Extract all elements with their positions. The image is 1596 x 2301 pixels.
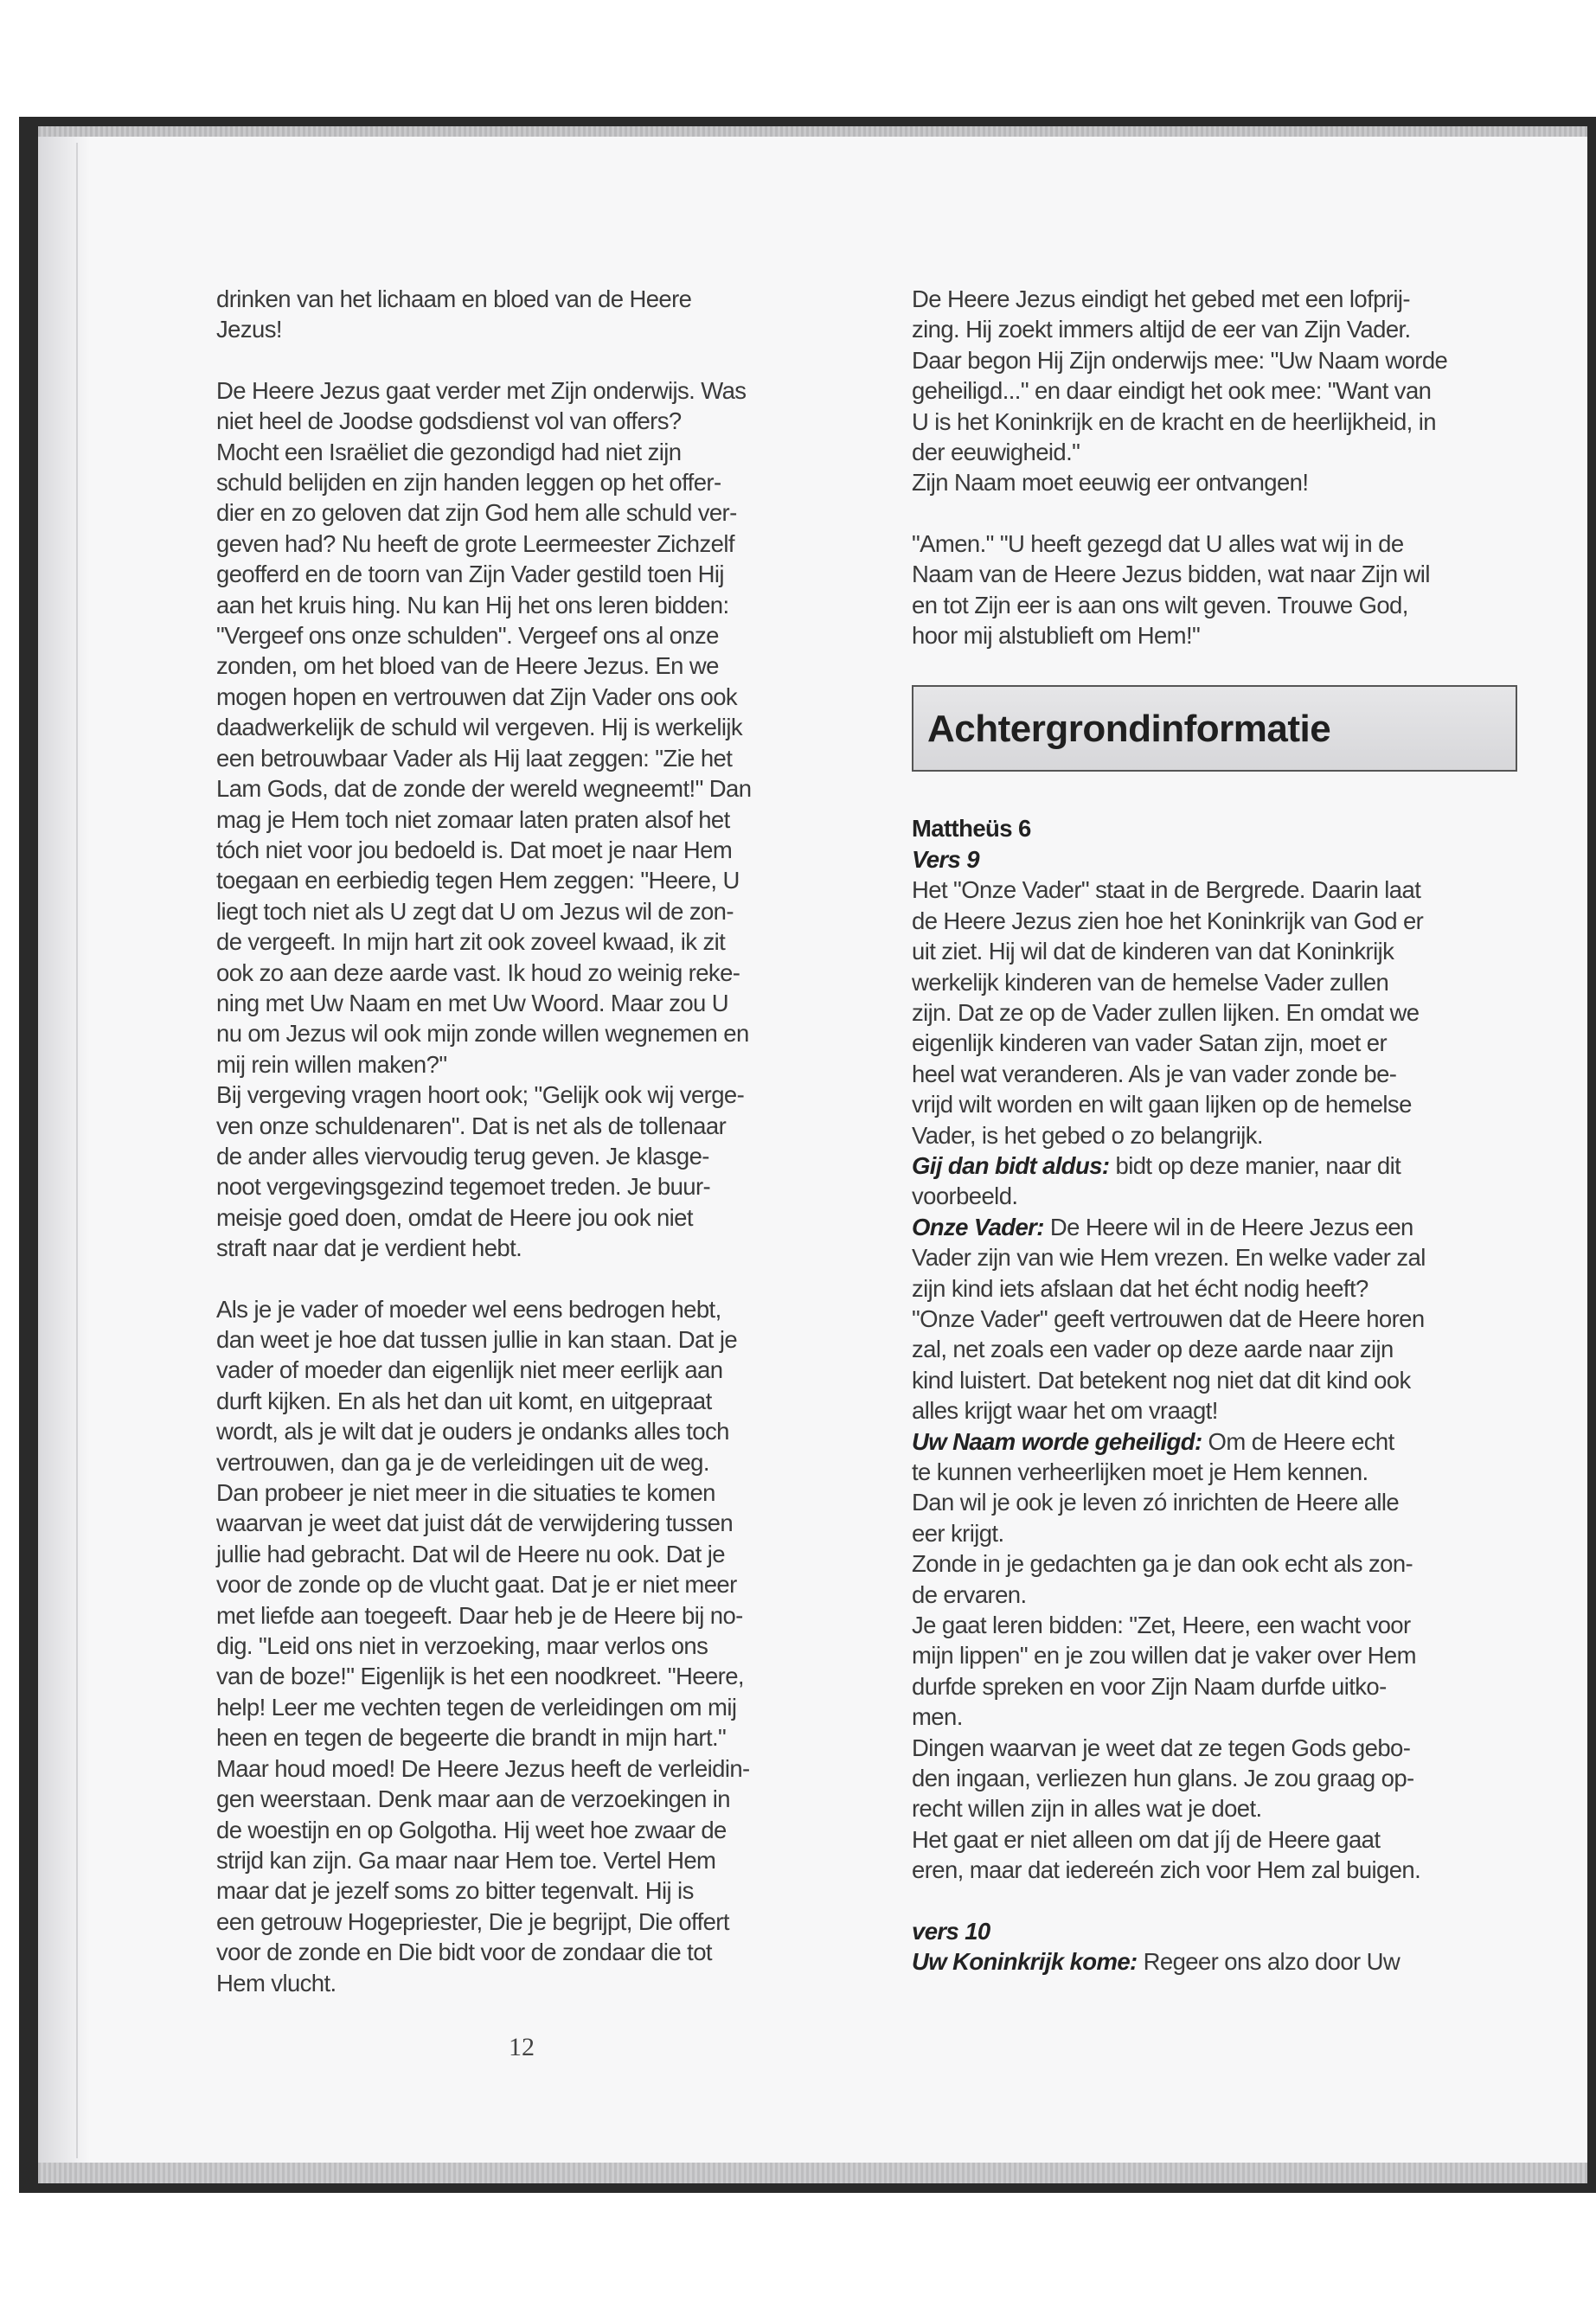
- left-paragraph-3: Als je je vader of moeder wel eens bedrogen hebt, dan weet je hoe dat tussen jullie in kan staan. Dat je vader of moeder dan eigenlijk niet meer eerlijk aan durft kijken. En als het dan uit komt, en uitgepraat wordt, als je wilt dat je ouders je ondanks alles toch vertrouwen, dan ga je de verleidingen uit de weg. Dan probeer je niet meer in die situaties te komen waarvan je weet dat juist dát de verwijdering tussen jullie had gebracht. Dat wil de Heere nu ook. Dat je voor de zonde op de vlucht gaat. Dat je er niet meer met liefde aan toegeeft. Daar heb je de Heere bij no- dig. "Leid ons niet in verzoeking, maar verlos ons van de boze!" Eigenlijk is het een noodkreet. "Heere, help! Leer me vechten tegen de verleidingen om mij heen en tegen de begeerte die brandt in mijn hart." Maar houd moed! De Heere Jezus heeft de verleidin- gen weerstaan. Denk maar aan de verzoekingen in de woestijn en op Golgotha. Hij weet hoe zwaar de strijd kan zijn. Ga maar naar Hem toe. Vertel Hem maar dat je jezelf soms zo bitter tegenvalt. Hij is een getrouw Hogepriester, Die je begrijpt, Die offert voor de zonde en Die bidt voor de zondaar die tot Hem vlucht.: [216, 1295, 750, 1997]
- term-4-text: Regeer ons alzo door Uw: [1137, 1948, 1401, 1976]
- term-1-paragraph: [912, 1150, 1526, 1212]
- verse-9-text: Het "Onze Vader" staat in de Bergrede. Daarin laat de Heere Jezus zien hoe het Koninkrijk van God er uit ziet. Hij wil dat de kinderen van dat Koninkrijk werkelijk kinderen van de hemelse Vader zullen zijn. Dat ze op de Vader zullen lijken. En omdat we eigenlijk kinderen van vader Satan zijn, moet er heel wat veranderen. Als je van vader zonde be- vrijd wilt worden en wilt gaan lijken op de hemelse Vader, is het gebed o zo belangrijk.: [912, 876, 1424, 1149]
- term-2-label: Onze Vader:: [912, 1213, 1044, 1240]
- term-3-text: Om de Heere echt te kunnen verheerlijken moet je Hem kennen. Dan wil je ook je leven zó inrichten de Heere alle eer krijgt. Zonde in je gedachten ga je dan ook echt als zon- de ervaren. Je gaat leren bidden: "Zet, Heere, een wacht voor mijn lippen" en je zou willen dat je vaker over Hem durfde spreken en voor Zijn Naam durfde uitko- men. Dingen waarvan je weet dat ze tegen Gods gebo- den ingaan, verliezen hun glans. Je zou graag op- recht willen zijn in alles wat je doet. Het gaat er niet alleen om dat jíj de Heere gaat eren, maar dat iedereén zich voor Hem zal buigen.: [912, 1427, 1421, 1884]
- term-2-text: De Heere wil in de Heere Jezus een Vader zijn van wie Hem vrezen. En welke vader zal zijn kind iets afslaan dat het écht nodig heeft? "Onze Vader" geeft vertrouwen dat de Heere horen zal, net zoals een vader op deze aarde naar zijn kind luistert. Dat betekent nog niet dat dit kind ook alles krijgt waar het om vraagt!: [912, 1213, 1426, 1425]
- term-2-paragraph: [912, 1212, 1526, 1426]
- verse-9-label: Vers 9: [912, 845, 979, 873]
- background-info-heading: Achtergrondinformatie: [927, 707, 1331, 750]
- term-4-label: Uw Koninkrijk kome:: [912, 1948, 1138, 1976]
- verse-10-label: vers 10: [912, 1917, 990, 1945]
- term-1-text: bidt op deze manier, naar dit voorbeeld.: [912, 1151, 1401, 1210]
- left-paragraph-2: De Heere Jezus gaat verder met Zijn onderwijs. Was niet heel de Joodse godsdienst vol van offers? Mocht een Israëliet die gezondigd had niet zijn schuld belijden en zijn handen leggen op het offer- dier en zo geloven dat zijn God hem alle schuld ver- geven had? Nu heeft de grote Leermeester Zichzelf geofferd en de toorn van Zijn Vader gestild toen Hij aan het kruis hing. Nu kan Hij het ons leren bidden: "Vergeef ons onze schulden". Vergeef ons al onze zonden, om het bloed van de Heere Jezus. En we mogen hopen en vertrouwen dat Zijn Vader ons ook daadwerkelijk de schuld wil vergeven. Hij is werkelijk een betrouwbaar Vader als Hij laat zeggen: "Zie het Lam Gods, dat de zonde der wereld wegneemt!" Dan mag je Hem toch niet zomaar laten praten alsof het tóch niet voor jou bedoeld is. Dat moet je naar Hem toegaan en eerbiedig tegen Hem zeggen: "Heere, U liegt toch niet als U zegt dat U om Jezus wil de zon- de vergeeft. In mijn hart zit ook zoveel kwaad, ik zit ook zo aan deze aarde vast. Ik houd zo weinig reke- ning met Uw Naam en met Uw Woord. Maar zou U nu om Jezus wil ook mijn zonde willen wegnemen en mij rein willen maken?" Bij vergeving vragen hoort ook; "Gelijk ook wij verge- ven onze schuldenaren". Dat is net als de tollenaar de ander alles viervoudig terug geven. Je klasge- noot vergevingsgezind tegemoet treden. Je buur- meisje goed doen, omdat de Heere jou ook niet straft naar dat je verdient hebt.: [216, 376, 752, 1262]
- right-paragraph-1: De Heere Jezus eindigt het gebed met een lofprij- zing. Hij zoekt immers altijd de eer van Zijn Vader. Daar begon Hij Zijn onderwijs mee: "Uw Naam worde geheiligd..." en daar eindigt het ook mee: "Want van U is het Koninkrijk en de kracht en de heerlijkheid, in der eeuwigheid." Zijn Naam moet eeuwig eer ontvangen!: [912, 285, 1448, 497]
- right-paragraph-2: "Amen." "U heeft gezegd dat U alles wat wij in de Naam van de Heere Jezus bidden, wat naar Zijn wil en tot Zijn eer is aan ons wilt geven. Trouwe God, hoor mij alstublieft om Hem!": [912, 529, 1430, 650]
- gutter-line: [76, 143, 78, 2158]
- term-1-label: Gij dan bidt aldus:: [912, 1151, 1110, 1179]
- right-column: [912, 284, 1526, 1977]
- section-title: Mattheüs 6: [912, 815, 1031, 843]
- page-bottom-edge: [38, 2163, 1587, 2183]
- term-4-paragraph: [912, 1946, 1526, 1977]
- term-3-paragraph: [912, 1426, 1526, 1886]
- left-paragraph-1: drinken van het lichaam en bloed van de Heere Jezus!: [216, 285, 692, 343]
- background-info-heading-box: [912, 685, 1517, 772]
- page-number: 12: [509, 2033, 535, 2061]
- left-column: [216, 284, 830, 1998]
- term-3-label: Uw Naam worde geheiligd:: [912, 1427, 1202, 1455]
- page-gutter: [38, 137, 90, 2174]
